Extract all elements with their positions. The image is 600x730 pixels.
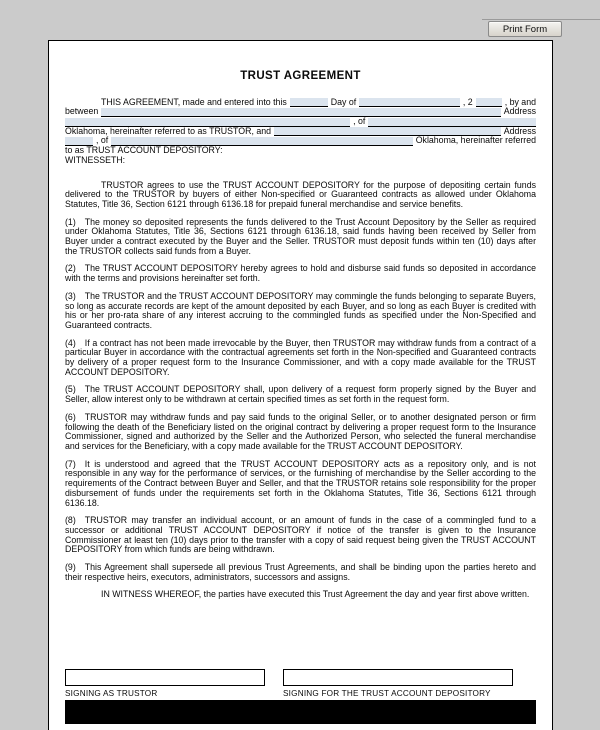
year-field[interactable]	[476, 98, 502, 107]
clause-number: (1)	[65, 216, 76, 227]
clause-number: (3)	[65, 290, 76, 301]
clause-number: (7)	[65, 458, 76, 469]
clause-paragraph	[65, 413, 536, 452]
opening-paragraph	[65, 98, 536, 166]
clause-text: The money so deposited represents the funds delivered to the Trust Account Depository by the Seller as required under Oklahoma Statutes, Title 36, Sections 6121 through 6136.18, said funds having been received by Seller from Buyer under a contract executed by the Buyer and the Seller. TRUSTOR must deposit funds within ten (10) days after the TRUSTOR collects said funds from a Buyer.	[65, 216, 536, 256]
opening-text: THIS AGREEMENT, made and entered into this	[101, 96, 287, 107]
clause-paragraph	[65, 339, 536, 378]
footer-bar	[65, 700, 536, 724]
clause-paragraph	[65, 563, 536, 582]
document-title: TRUST AGREEMENT	[240, 70, 361, 82]
opening-text: , by and	[504, 96, 536, 107]
opening-text: , of	[353, 116, 366, 127]
opening-text: Day of	[330, 96, 357, 107]
clause-number: (5)	[65, 384, 76, 395]
opening-text: , of	[96, 135, 109, 146]
clause-text: TRUSTOR may transfer an individual account, or an amount of funds in the case of a commingled fund to a successor or additional TRUST ACCOUNT DEPOSITORY if notice of the transfer is given to the Insurance Commissioner at least ten (10) days prior to the transfer with a copy of said request being given the TRUST ACCOUNT DEPOSITORY from which funds are being withdrawn.	[65, 515, 536, 555]
trustor-name-field[interactable]	[101, 108, 500, 117]
clause-text: The TRUST ACCOUNT DEPOSITORY shall, upon delivery of a request form properly signed by the Buyer and Seller, allow interest only to be withdrawn at certain specified times as set forth in the request form.	[65, 384, 536, 405]
clause-text: This Agreement shall supersede all previous Trust Agreements, and shall be binding upon the parties hereto and their respective heirs, executors, administrators, successors and assigns.	[65, 562, 536, 582]
clause-paragraph	[65, 292, 536, 331]
opening-text: , 2	[462, 96, 473, 107]
clause-text: It is understood and agreed that the TRUST ACCOUNT DEPOSITORY acts as a repository only, and is not responsible in any way for the performance of services, or the furnishing of merchandise by the Seller according to the requirements of the Contract between Buyer and Seller, and that the TRUSTOR retains sole responsibility for the proper disbursement of funds under the requirements set forth in the Oklahoma Statutes, Title 36, Sections 6121 through 6136.18.	[65, 458, 536, 508]
day-field[interactable]	[290, 98, 328, 107]
opening-text: Oklahoma, hereinafter referred	[415, 135, 536, 146]
clause-text: The TRUST ACCOUNT DEPOSITORY hereby agrees to hold and disburse said funds so deposited in accordance with the terms and provisions hereinafter set forth.	[65, 263, 536, 284]
clause-paragraph	[65, 385, 536, 404]
document-content	[49, 72, 552, 600]
clause-paragraph	[65, 218, 536, 257]
clause-number: (2)	[65, 263, 76, 274]
opening-line-6	[65, 146, 536, 156]
opening-text: to as TRUST ACCOUNT DEPOSITORY:	[65, 145, 223, 156]
witnesseth-line	[65, 156, 536, 166]
depository-signature-field[interactable]	[283, 669, 513, 686]
opening-line-2	[65, 107, 536, 117]
clause-text: The TRUSTOR and the TRUST ACCOUNT DEPOSITORY may commingle the funds belonging to separate Buyers, so long as accurate records are kept of the amount deposited by each Buyer, and so long as each Buyer is credited with his or her pro-rata share of any interest accruing to the commingled funds as specified under the Non-Specified and Guaranteed contracts.	[65, 290, 536, 330]
clause-number: (4)	[65, 337, 76, 348]
trustor-signature-column	[65, 669, 265, 698]
clause-paragraph	[65, 460, 536, 509]
trustor-signature-label: SIGNING AS TRUSTOR	[65, 689, 158, 698]
print-form-button[interactable]: Print Form	[488, 21, 562, 37]
depository-signature-label: SIGNING FOR THE TRUST ACCOUNT DEPOSITORY	[283, 689, 491, 698]
depository-signature-column	[283, 669, 513, 698]
clause-text: TRUSTOR may withdraw funds and pay said funds to the original Seller, or to another designated person or firm following the death of the Beneficiary listed on the original contract by delivering a proper request form to the Insurance Commissioner, signed and authorized by the Seller and the Authorized Person, who selected the funeral merchandise and services for the Beneficiary, with a copy made available for the TRUST ACCOUNT DEPOSITORY.	[65, 411, 536, 451]
witnesseth-label: WITNESSETH:	[65, 154, 126, 165]
opening-text: Address	[503, 125, 536, 136]
clause-number: (8)	[65, 515, 76, 526]
opening-text: Oklahoma, hereinafter referred to as TRUSTOR, and	[65, 125, 272, 136]
month-field[interactable]	[359, 98, 460, 107]
opening-line-1	[65, 98, 536, 108]
signature-section	[65, 669, 536, 698]
opening-text: Address	[503, 106, 536, 117]
clause-number: (6)	[65, 411, 76, 422]
toolbar-divider	[482, 19, 600, 20]
witness-clause: IN WITNESS WHEREOF, the parties have executed this Trust Agreement the day and year first above written.	[101, 589, 530, 600]
trustor-signature-field[interactable]	[65, 669, 265, 686]
document-page	[48, 40, 553, 730]
clause-number: (9)	[65, 562, 76, 573]
clause-text: If a contract has not been made irrevocable by the Buyer, then TRUSTOR may withdraw funds from a contract of a particular Buyer in accordance with the contractual agreements set forth in the Non-specified and Guaranteed contracts by delivery of a proper request form to the Insurance Commissioner, and with a copy made available for the TRUST ACCOUNT DEPOSITORY.	[65, 337, 536, 377]
clause-paragraph	[65, 264, 536, 283]
opening-text: between	[65, 106, 99, 117]
preamble-paragraph: TRUSTOR agrees to use the TRUST ACCOUNT DEPOSITORY for the purpose of depositing certain funds delivered to the TRUSTOR by buyers of either Non-specified or Guaranteed contracts as allowed under Oklahoma Statutes, Title 36, Section 6121 through 6136.18 for prepaid funeral merchandise and service benefits.	[65, 179, 536, 209]
clause-paragraph	[65, 516, 536, 555]
